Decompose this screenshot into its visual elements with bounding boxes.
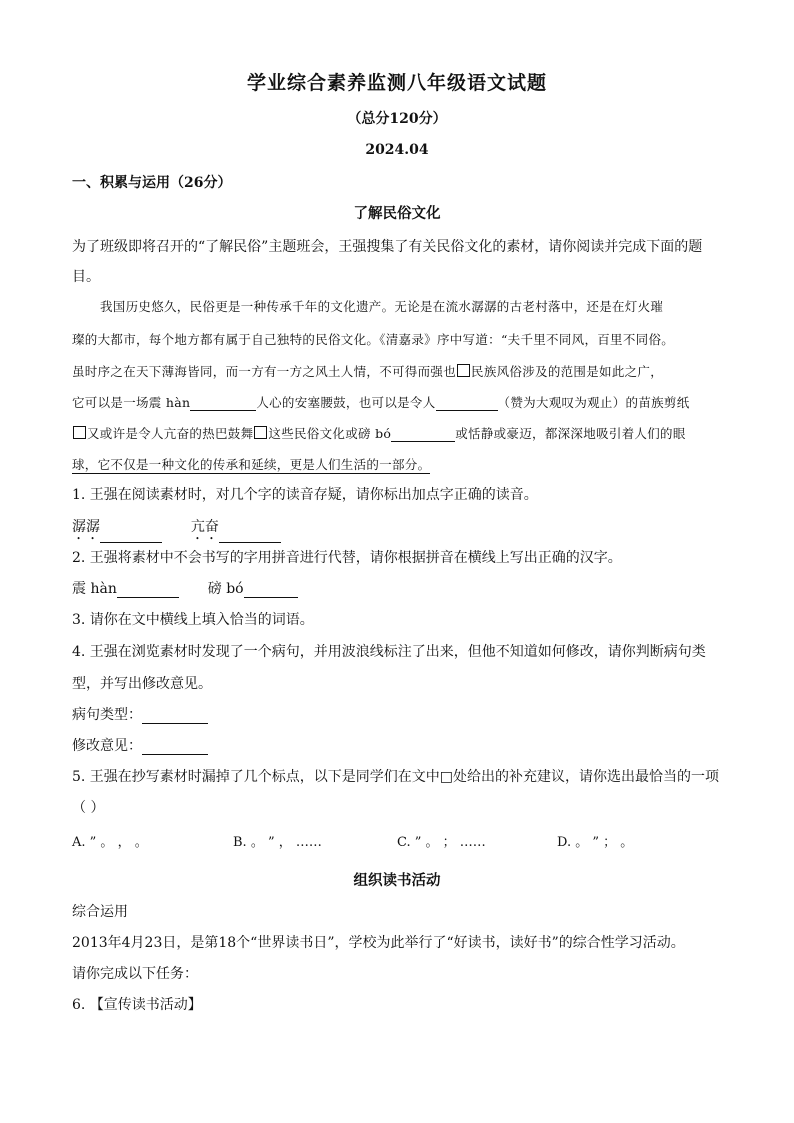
question-2-answers <box>72 578 298 598</box>
passage-line: 璨的大都市，每个地方都有属于自己独特的民俗文化。《清嘉录》序中写道：“夫千里不同风，百里不同俗。 <box>72 332 675 347</box>
topic-heading: 了解民俗文化 <box>353 205 441 222</box>
question-5: 5. 王强在抄写素材时漏掉了几个标点，以下是同学们在文中□处给出的补充建议，请你选出最恰当的一项 <box>72 769 720 785</box>
question-1: 1. 王强在阅读素材时，对几个字的读音存疑，请你标出加点字正确的读音。 <box>72 487 538 503</box>
punctuation-box <box>254 426 267 439</box>
passage-text: 它可以是一场震 hàn <box>72 395 191 410</box>
marked-sentence: 球，它不仅是一种文化的传承和延续，更是人们生活的一部分。 <box>72 457 431 472</box>
passage-text: 虽时序之在天下薄海皆同，而一方有一方之风土人情，不可得而强也 <box>72 364 457 379</box>
question-2: 2. 王强将素材中不会书写的字用拼音进行代替，请你根据拼音在横线上写出正确的汉字。 <box>72 550 622 566</box>
section-label: 综合运用 <box>72 904 128 920</box>
passage-line <box>72 424 724 442</box>
passage-text: 民族风俗涉及的范围是如此之广， <box>471 364 664 379</box>
answer-blank[interactable] <box>100 529 162 543</box>
intro-text-cont: 目。 <box>72 269 100 285</box>
punctuation-box <box>73 426 86 439</box>
answer-blank[interactable] <box>391 428 455 442</box>
passage-text: 人心的安塞腰鼓，也可以是令人 <box>256 395 436 410</box>
field-label: 修改意见： <box>72 738 142 754</box>
passage-line <box>72 393 724 411</box>
answer-blank[interactable] <box>244 584 298 598</box>
section-2-text: 2013年4月23日，是第18个“世界读书日”，学校为此举行了“好读书，读好书”的综合性学习活动。 <box>72 935 685 951</box>
option-c[interactable]: C. ” 。 ； …… <box>397 835 486 850</box>
question-4-fix <box>72 735 208 755</box>
punctuation-box <box>457 364 470 377</box>
total-score: （总分120分） <box>347 111 447 127</box>
field-label: 病句类型： <box>72 707 142 723</box>
word-prompt: 磅 bó <box>207 581 244 597</box>
word-prompt: 亢奋 <box>190 519 219 535</box>
answer-blank[interactable] <box>436 397 498 411</box>
question-3: 3. 请你在文中横线上填入恰当的词语。 <box>72 612 314 628</box>
section-heading: 一、积累与运用（26分） <box>72 175 232 191</box>
section-2-text: 请你完成以下任务： <box>72 966 198 982</box>
intro-text: 为了班级即将召开的“了解民俗”主题班会，王强搜集了有关民俗文化的素材，请你阅读并完成下面的题 <box>72 239 703 255</box>
passage-text: （赞为大观叹为观止）的苗族剪纸 <box>497 395 690 410</box>
passage-line <box>72 455 724 473</box>
exam-date: 2024.04 <box>365 142 429 158</box>
question-6: 6. 【宣传读书活动】 <box>72 997 202 1013</box>
option-d[interactable]: D. 。 ” ； 。 <box>557 835 634 850</box>
question-5-bracket[interactable]: （ ） <box>72 800 105 816</box>
question-4-cont: 型，并写出修改意见。 <box>72 676 212 692</box>
answer-blank[interactable] <box>142 710 208 724</box>
page-title: 学业综合素养监测八年级语文试题 <box>246 72 547 94</box>
passage-text: 或恬静或豪迈，都深深地吸引着人们的眼 <box>455 426 686 441</box>
answer-blank[interactable] <box>219 529 281 543</box>
passage-line: 我国历史悠久，民俗更是一种传承千年的文化遗产。无论是在流水潺潺的古老村落中，还是在灯火璀 <box>100 299 664 314</box>
answer-blank[interactable] <box>142 741 208 755</box>
word-prompt: 震 hàn <box>72 581 117 597</box>
option-b[interactable]: B. 。 ” ， …… <box>233 835 322 850</box>
passage-line <box>72 362 724 380</box>
question-1-answers <box>72 516 281 543</box>
answer-blank[interactable] <box>117 584 179 598</box>
word-prompt: 潺潺 <box>72 519 100 535</box>
topic-heading-2: 组织读书活动 <box>353 872 441 889</box>
question-4-type <box>72 704 208 724</box>
answer-blank[interactable] <box>190 397 256 411</box>
option-a[interactable]: A. ” 。 ， 。 <box>72 835 148 850</box>
passage-text: 又或许是令人亢奋的热巴鼓舞 <box>87 426 254 441</box>
question-4: 4. 王强在浏览素材时发现了一个病句，并用波浪线标注了出来，但他不知道如何修改，请你判断病句类 <box>72 644 706 660</box>
passage-text: 这些民俗文化或磅 bó <box>268 426 392 441</box>
